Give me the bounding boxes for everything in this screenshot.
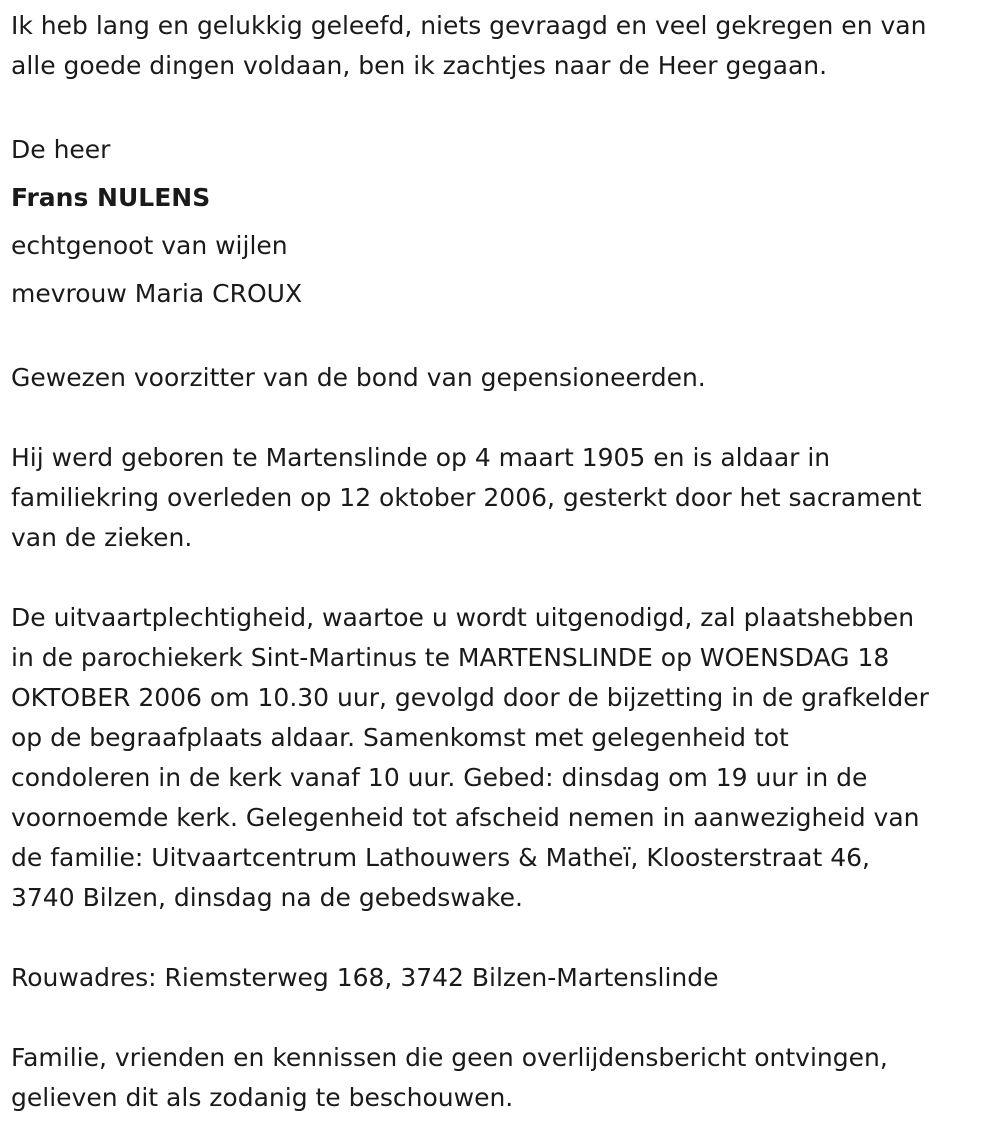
person-title: De heer (11, 135, 111, 164)
paragraph-gap (11, 318, 991, 358)
person-block (11, 126, 991, 318)
role-text: Gewezen voorzitter van de bond van gepensioneerden. (11, 363, 706, 392)
text-line: Hij werd geboren te Martenslinde op 4 maart 1905 en is aldaar in (11, 443, 831, 472)
intro-paragraph (11, 6, 991, 86)
relation-line: echtgenoot van wijlen (11, 231, 288, 260)
paragraph-gap (11, 998, 991, 1038)
birth-death-paragraph (11, 438, 991, 558)
text-line: voornoemde kerk. Gelegenheid tot afscheid nemen in aanwezigheid van (11, 803, 920, 832)
text-line: Ik heb lang en gelukkig geleefd, niets gevraagd en veel gekregen en van (11, 11, 927, 40)
text-line: op de begraafplaats aldaar. Samenkomst met gelegenheid tot (11, 723, 789, 752)
role-paragraph (11, 358, 991, 398)
paragraph-gap (11, 918, 991, 958)
relation-line: mevrouw Maria CROUX (11, 279, 303, 308)
text-line: in de parochiekerk Sint-Martinus te MARTENSLINDE op WOENSDAG 18 (11, 643, 890, 672)
text-line: condoleren in de kerk vanaf 10 uur. Gebed: dinsdag om 19 uur in de (11, 763, 868, 792)
text-line: Familie, vrienden en kennissen die geen overlijdensbericht ontvingen, (11, 1043, 888, 1072)
text-line: gelieven dit als zodanig te beschouwen. (11, 1083, 514, 1112)
funeral-paragraph (11, 598, 991, 918)
paragraph-gap (11, 558, 991, 598)
paragraph-gap (11, 398, 991, 438)
obituary-document (11, 6, 991, 1118)
address-paragraph (11, 958, 991, 998)
text-line: familiekring overleden op 12 oktober 2006, gesterkt door het sacrament (11, 483, 922, 512)
mourning-address: Rouwadres: Riemsterweg 168, 3742 Bilzen-Martenslinde (11, 963, 719, 992)
text-line: alle goede dingen voldaan, ben ik zachtjes naar de Heer gegaan. (11, 51, 828, 80)
text-line: OKTOBER 2006 om 10.30 uur, gevolgd door de bijzetting in de grafkelder (11, 683, 929, 712)
text-line: 3740 Bilzen, dinsdag na de gebedswake. (11, 883, 523, 912)
text-line: De uitvaartplechtigheid, waartoe u wordt uitgenodigd, zal plaatshebben (11, 603, 915, 632)
text-line: de familie: Uitvaartcentrum Lathouwers & Matheï, Kloosterstraat 46, (11, 843, 870, 872)
closing-paragraph (11, 1038, 991, 1118)
text-line: van de zieken. (11, 523, 193, 552)
paragraph-gap (11, 86, 991, 126)
person-name: Frans NULENS (11, 183, 211, 212)
